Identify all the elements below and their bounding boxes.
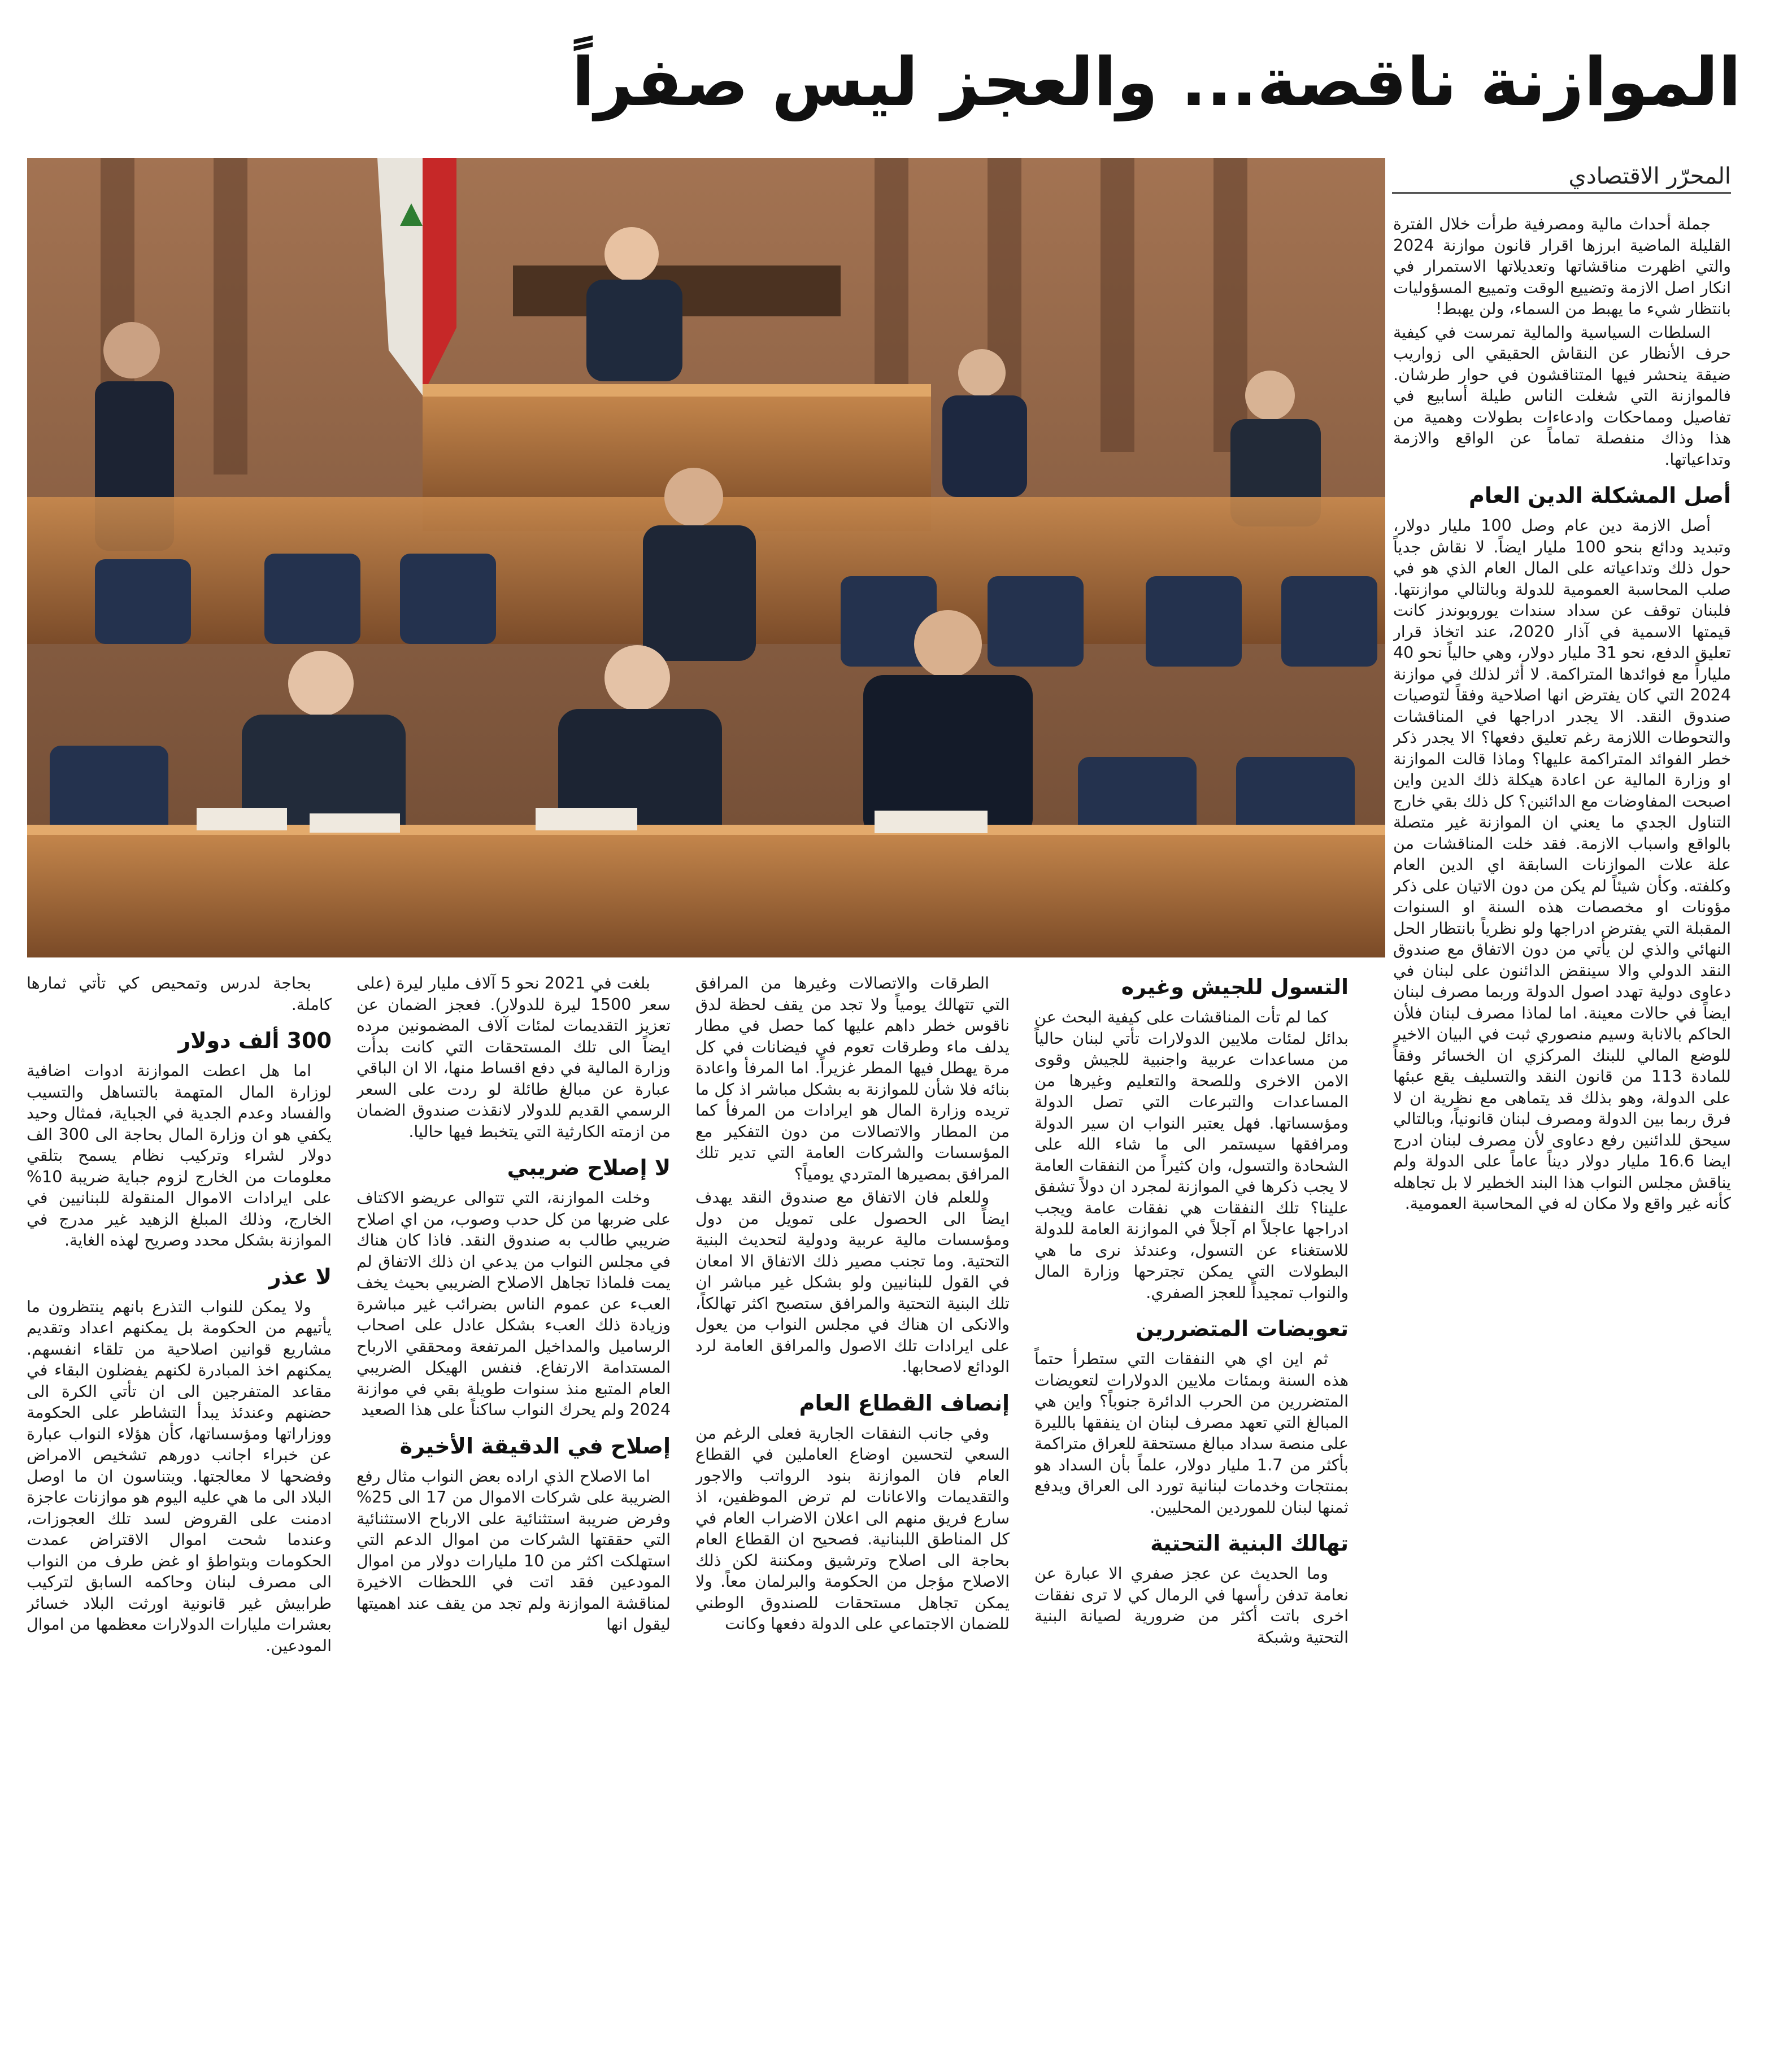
section-heading: التسول للجيش وغيره (1121, 974, 1349, 999)
photo-illustration (27, 158, 1385, 957)
body-paragraph: الطرقات والاتصالات وغيرها من المرافق التي تتهالك يومياً ولا تجد من يقف لحظة لدق ناقوس خطر داهم عليها كما حصل في مطار يدلف ماء وطرقات تعوم في فيضانات في كل مرة يهطل فيها المطر غزيراً. اما المرفأ واعادة بنائه فلا شأن للموازنة به بشكل مباشر اذ كل ما تريده وزارة المال هو ايرادات من المرفأ كما من المطار والاتصالات من دون التفكير مع المؤسسات والشركات العامة التي تدير تلك المرافق بمصيرها المتردي يومياً؟ (695, 974, 1010, 1183)
section-heading: إصلاح في الدقيقة الأخيرة (399, 1433, 671, 1459)
lead-paragraph: السلطات السياسية والمالية تمرست في كيفية حرف الأنظار عن النقاش الحقيقي الى زواريب ضيقة ينحشر فيها المتناقشون في حوار طرشان. فالموازنة التي شغلت الناس طيلة أسابيع في تفاصيل ومماحكات وادعاءات بطولات وهمية من هذا وذاك منفصلة تماماً عن الواقع والازمة وتداعياتها. (1393, 323, 1731, 469)
body-paragraph: أصل الازمة دين عام وصل 100 مليار دولار، وتبديد ودائع بنحو 100 مليار ايضاً. لا نقاش جدياً حول ذلك وتداعياته على المال العام الذي هو في صلب المحاسبة العمومية للدولة وبالتالي موازنتها. فلبنان توقف عن سداد سندات يوروبوندز كانت قيمتها الاسمية في آذار 2020، عند اتخاذ قرار تعليق الدفع، نحو 31 مليار دولار، وهي حالياً نحو 40 ملياراً مع فوائدها المتراكمة. لا أثر لذلك في موازنة 2024 التي كان يفترض انها اصلاحية وفقاً لتوصيات صندوق النقد. الا يجدر ادراجها في المناقشات والتحوطات اللازمة رغم تعليق دفعها؟ الا يجدر ذكر خطر الفوائد المتراكمة عليها؟ وماذا قالت الموازنة او وزارة المالية عن اعادة هيكلة ذلك الدين واين اصبحت المفاوضات مع الدائنين؟ كل ذلك بقي خارج التناول الجدي ما يعني ان الموازنة غير متصلة بالواقع واسباب الازمة. فقد خلت المناقشات من علة علات الموازنات السابقة اي الدين العام وكلفته. وكأن شيئاً لم يكن من دون الاتيان على ذكر مؤونات او مخصصات هذه السنة او السنوات المقبلة التي يفترض ادراجها ولو نظرياً بانتظار الحل النهائي والذي لن يأتي من دون الاتفاق مع صندوق النقد الدولي والا سينقض الدائنون على لبنان في دعاوى دولية تهدد اصول الدولة وربما مصرف لبنان ايضاً في حالات معينة. اما لماذا مصرف لبنان فلأن الحاكم بالانابة وسيم منصوري ثبت في البيان الاخير للوضع المالي للبنك المركزي ان الخسائر وفقاً للمادة 113 من قانون النقد والتسليف يقع عبئها على الدولة، وهو بذلك قد يتماهى مع نظرية ان لا فرق ربما بين الدولة ومصرف لبنان قانونياً، وبالتالي سيحق للدائنين رفع دعاوى لأن مصرف لبنان ادرج ايضا 16.6 مليار دولار ديناً عاماً على الدولة ولم يناقش مجلس النواب هذا البند الخطير لا بل تجاهله كأنه غير واقع ولا مكان له في المحاسبة العمومية. (1393, 516, 1731, 1213)
body-paragraph: ولا يمكن للنواب التذرع بانهم ينتظرون ما يأتيهم من الحكومة بل يمكنهم اعداد وتقديم مشاريع قوانين اصلاحية من تلقاء انفسهم. يمكنهم اخذ المبادرة لكنهم يفضلون البقاء في مقاعد المتفرجين الى ان تأتي الكرة الى حضنهم وعندئذ يبدأ التشاطر على الحكومة ووزاراتها ومؤسساتها، كأن هؤلاء النواب عبارة عن خبراء اجانب دورهم تشخيص الامراض وفضحها لا معالجتها. ويتناسون ان ما اوصل البلاد الى ما هي عليه اليوم هو موازنات عاجزة ادمنت على القروض لسد تلك العجوزات، وعندما شحت اموال الاقتراض عمدت الحكومات وبتواطؤ او غض طرف من النواب الى مصرف لبنان وحاكمه السابق لتركيب طرابيش غير قانونية اورثت البلاد خسائر بعشرات مليارات الدولارات معظمها من اموال المودعين. (27, 1297, 332, 1655)
body-paragraph: ثم اين اي هي النفقات التي ستطرأ حتماً هذه السنة وبمئات ملايين الدولارات لتعويضات المتضررين من الحرب الدائرة جنوباً؟ واين هي المبالغ التي تعهد مصرف لبنان ان ينفقها بالليرة على منصة سداد مبالغ مستحقة للعراق متراكمة بأكثر من 1.7 مليار دولار، علماً بأن السداد هو بمنتجات وخدمات لبنانية تورد الى العراق ويدفع ثمنها لبنان للموردين المحليين. (1034, 1350, 1349, 1517)
body-paragraph: وخلت الموازنة، التي تتوالى عريضو الاكتاف على ضربها من كل حدب وصوب، من اي اصلاح ضريبي طالب به صندوق النقد. فاذا كان هناك في مجلس النواب من يدعي ان ذلك الاتفاق لم يمت فلماذا تجاهل الاصلاح الضريبي بحيث يخف العبء عن عموم الناس بضرائب غير مباشرة وزيادة ذلك العبء بشكل عادل على اصحاب الرساميل والمداخيل المرتفعة ومحققي الارباح المستدامة الارتفاع. فنفس الهيكل الضريبي العام المتبع منذ سنوات طويلة بقي في موازنة 2024 ولم يحرك النواب ساكناً على هذا الصعيد (356, 1189, 671, 1419)
section-heading: تعويضات المتضررين (1136, 1316, 1349, 1341)
article-column-3 (356, 973, 671, 2035)
body-paragraph: بحاجة لدرس وتمحيص كي تأتي ثمارها كاملة. (27, 974, 332, 1014)
body-paragraph: وفي جانب النفقات الجارية فعلى الرغم من السعي لتحسين اوضاع العاملين في القطاع العام فان الموازنة بنود الرواتب والاجور والتقديمات والاعانات لم ترض الموظفين، اذ سارع فريق منهم الى اعلان الاضراب العام في كل المناطق اللبنانية. فصحيح ان القطاع العام بحاجة الى اصلاح وترشيق ومكننة لكن ذلك الاصلاح مؤجل من الحكومة والبرلمان معاً. ولا يمكن تجاهل مستحقات للصندوق الوطني للضمان الاجتماعي على الدولة دفعها وكانت (695, 1424, 1010, 1633)
article-column-2 (695, 973, 1010, 2035)
lead-column (1393, 214, 1731, 2032)
parliament-session-photo (27, 158, 1385, 957)
section-heading: 300 ألف دولار (178, 1028, 332, 1053)
headline: الموازنة ناقصة... والعجز ليس صفراً (572, 43, 1741, 121)
byline-rule (1392, 192, 1731, 194)
section-heading: أصل المشكلة الدين العام (1468, 483, 1731, 508)
byline: المحرّر الاقتصادي (1568, 163, 1731, 189)
lead-paragraph: جملة أحداث مالية ومصرفية طرأت خلال الفترة القليلة الماضية ابرزها اقرار قانون موازنة 2024 والتي اظهرت مناقشاتها وتعديلاتها الاستمرار في انكار اصل الازمة وتضييع الوقت وتمييع المسؤوليات بانتظار شيء ما يهبط من السماء، ولن يهبط! (1393, 215, 1731, 318)
body-paragraph: وللعلم فان الاتفاق مع صندوق النقد يهدف ايضاً الى الحصول على تمويل من دول ومؤسسات مالية عربية ودولية لتحديث البنية التحتية. وما تجنب مصير ذلك الاتفاق الا امعان في القول للبنانيين ولو بشكل غير مباشر ان تلك البنية التحتية والمرافق ستصبح اكثر تهالكاً، والانكى ان هناك في مجلس النواب من يعول على ايرادات تلك الاصول والمرافق العامة لرد الودائع لاصحابها. (695, 1188, 1010, 1376)
body-paragraph: بلغت في 2021 نحو 5 آلاف مليار ليرة (على سعر 1500 ليرة للدولار). فعجز الضمان عن تعزيز التقديمات لمئات آلاف المضمونين مرده ايضاً الى تلك المستحقات التي كانت بدأت وزارة المالية في دفع اقساط منها، الا ان الباقي عبارة عن مبالغ طائلة لو ردت على السعر الرسمي القديم للدولار لانقذت صندوق الضمان من ازمته الكارثية التي يتخبط فيها حاليا. (356, 974, 671, 1141)
body-paragraph: اما الاصلاح الذي اراده بعض النواب مثال رفع الضريبة على شركات الاموال من 17 الى 25% وفرض ضريبة استثنائية على الارباح الاستثنائية التي حققتها الشركات من اموال الدعم التي استهلكت اكثر من 10 مليارات دولار من اموال المودعين فقد اتت في اللحظات الاخيرة لمناقشة الموازنة ولم تجد من يقف عند اهميتها ليقول انها (356, 1466, 671, 1634)
section-heading: لا عذر (268, 1264, 332, 1289)
article-column-4 (27, 973, 332, 2035)
body-paragraph: وما الحديث عن عجز صفري الا عبارة عن نعامة تدفن رأسها في الرمال كي لا ترى نفقات اخرى باتت أكثر من ضرورية لصيانة البنية التحتية وشبكة (1034, 1564, 1349, 1647)
body-paragraph: اما هل اعطت الموازنة ادوات اضافية لوزارة المال المتهمة بالتساهل والتسيب والفساد وعدم الجدية في الجباية، فمثال وحيد يكفي هو ان وزارة المال بحاجة الى 300 الف دولار لشراء وتركيب نظام يسمح بتلقي معلومات من الخارج لزوم جباية ضريبة 10% على ايرادات الاموال المنقولة للبنانيين في الخارج، وذلك المبلغ الزهيد غير مدرج في الموازنة بشكل محدد وصريح لهذه الغاية. (27, 1061, 332, 1250)
section-heading: تهالك البنية التحتية (1150, 1531, 1349, 1556)
article-column-1 (1034, 973, 1349, 2035)
section-heading: لا إصلاح ضريبي (507, 1155, 671, 1180)
section-heading: إنصاف القطاع العام (799, 1390, 1010, 1416)
body-paragraph: كما لم تأت المناقشات على كيفية البحث عن بدائل لمئات ملايين الدولارات تأتي لبنان حالياً من مساعدات عربية واجنبية للجيش وقوى الامن الاخرى وللصحة والتعليم وغيرها من المساعدات والتبرعات التي تصل الدولة ومؤسساتها. فهل يعتبر النواب ان سير الدولة ومرافقها سيستمر الى ما شاء الله على الشحادة والتسول، وان كثيراً من النفقات العامة لا يجب ذكرها في الموازنة لمجرد ان دولاً تشفق علينا؟ تلك النفقات هي نفقات عامة ويجب ادراجها عاجلاً ام آجلاً في الموازنة العامة للدولة للاستغناء عن التسول، وعندئذ نرى ما هي البطولات التي يمكن تجترحها وزارة المال والنواب تمجيداً للعجز الصفري. (1034, 1008, 1349, 1302)
